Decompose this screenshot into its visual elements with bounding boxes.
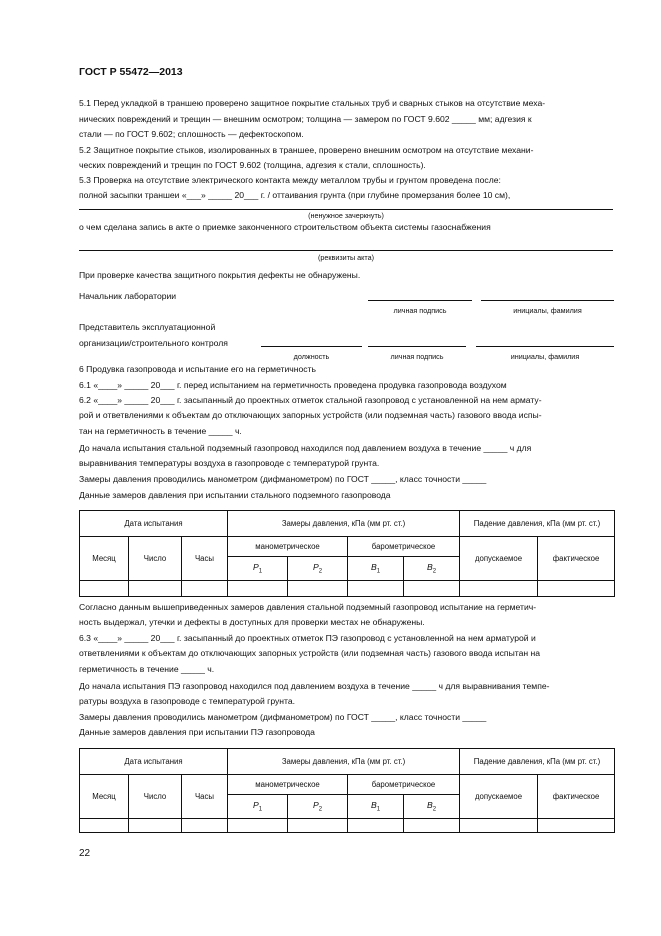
col-p2: $P_2$ [288, 795, 348, 819]
para-5-3-line2: полной засыпки траншеи «___» _____ 20___ г. / оттаивания грунта (при глубине промерзания более 10 см), [79, 190, 511, 200]
page-number: 22 [79, 848, 91, 859]
col-manometric: манометрическое [228, 537, 348, 557]
col-group-pressure-drop: Падение давления, кПа (мм рт. ст.) [460, 749, 615, 775]
pe-gauge-line: Замеры давления проводились манометром (дифманометром) по ГОСТ _____, класс точности _____ [79, 712, 487, 722]
para-5-1-line3: стали — по ГОСТ 9.602; сплошность — дефектоскопом. [79, 129, 304, 139]
no-defects-line: При проверке качества защитного покрытия дефекты не обнаружены. [79, 270, 361, 280]
col-b2: $B_2$ [404, 795, 460, 819]
col-p1: $P_1$ [228, 557, 288, 581]
col-actual: фактическое [538, 775, 615, 819]
col-group-date: Дата испытания [80, 511, 228, 537]
steel-gauge-line: Замеры давления проводились манометром (дифманометром) по ГОСТ _____, класс точности _____ [79, 474, 487, 484]
col-barometric: барометрическое [348, 537, 460, 557]
col-manometric: манометрическое [228, 775, 348, 795]
pe-pressure-table [79, 748, 615, 833]
col-month: Месяц [80, 537, 129, 581]
caption-strike: (ненужное зачеркнуть) [308, 211, 384, 220]
col-group-measurements: Замеры давления, кПа (мм рт. ст.) [228, 511, 460, 537]
col-p2: $P_2$ [288, 557, 348, 581]
pe-hold-line1: До начала испытания ПЭ газопровод находился под давлением воздуха в течение _____ ч для выравнивания темпе- [79, 681, 550, 691]
col-hours: Часы [182, 775, 228, 819]
col-b1: $B_1$ [348, 795, 404, 819]
initials-line-lab [481, 300, 614, 301]
caption-sign-lab: личная подпись [393, 306, 447, 315]
col-actual: фактическое [538, 537, 615, 581]
steel-result-line1: Согласно данным вышеприведенных замеров давления стальной подземный газопровод испытание на герметич- [79, 602, 537, 612]
rep-label-line2: организации/строительного контроля [79, 338, 228, 348]
caption-initials-lab: инициалы, фамилия [513, 306, 582, 315]
section-6-title: 6 Продувка газопровода и испытание его на герметичность [79, 364, 317, 374]
document-header: ГОСТ Р 55472—2013 [79, 66, 183, 78]
col-hours: Часы [182, 537, 228, 581]
col-day: Число [129, 775, 182, 819]
para-6-2-line3: тан на герметичность в течение _____ ч. [79, 426, 242, 436]
table-row [80, 819, 615, 833]
lab-head-label: Начальник лаборатории [79, 291, 177, 301]
steel-hold-line2: выравнивания температуры воздуха в газопроводе с температурой грунта. [79, 458, 380, 468]
steel-result-line2: ность выдержал, утечки и дефекты в доступных для проверки местах не обнаружены. [79, 617, 425, 627]
steel-hold-line1: До начала испытания стальной подземный газопровод находился под давлением воздуха в течение _____ ч для [79, 443, 532, 453]
col-p1: $P_1$ [228, 795, 288, 819]
rep-label-line1: Представитель эксплуатационной [79, 322, 216, 332]
pe-data-caption: Данные замеров давления при испытании ПЭ газопровода [79, 727, 315, 737]
para-5-1-line1: 5.1 Перед укладкой в траншею проверено защитное покрытие стальных труб и сварных стыков на отсутствие меха- [79, 98, 546, 108]
position-line-rep [261, 346, 362, 347]
table-row [80, 581, 615, 597]
col-barometric: барометрическое [348, 775, 460, 795]
para-5-3-line1: 5.3 Проверка на отсутствие электрического контакта между металлом трубы и грунтом проведена после: [79, 175, 501, 185]
para-6-1: 6.1 «____» _____ 20___ г. перед испытанием на герметичность проведена продувка газопровода воздухом [79, 380, 507, 390]
col-b1: $B_1$ [348, 557, 404, 581]
para-6-2-line2: рой и ответвлениями к объектам до отключающих запорных устройств (или подземная часть) газового ввода испы- [79, 410, 542, 420]
col-group-pressure-drop: Падение давления, кПа (мм рт. ст.) [460, 511, 615, 537]
sign-line-lab [368, 300, 472, 301]
para-6-2-line1: 6.2 «____» _____ 20___ г. засыпанный до проектных отметок стальной газопровод с установленной на нем армату- [79, 395, 542, 405]
caption-initials-rep: инициалы, фамилия [510, 352, 580, 361]
caption-position-rep: должность [293, 352, 330, 361]
col-b2: $B_2$ [404, 557, 460, 581]
col-day: Число [129, 537, 182, 581]
para-6-3-line2: ответвлениями к объектам до отключающих запорных устройств (или подземная часть) газового ввода испытан на [79, 648, 541, 658]
sign-line-rep [368, 346, 466, 347]
col-allowed: допускаемое [460, 775, 538, 819]
caption-act: (реквизиты акта) [318, 253, 374, 262]
fill-line-act [79, 250, 613, 251]
initials-line-rep [476, 346, 614, 347]
para-5-1-line2: нических повреждений и трещин — внешним осмотром; толщина — замером по ГОСТ 9.602 _____ мм; адгезия к [79, 114, 532, 124]
fill-line-strike [79, 209, 613, 210]
para-5-2-line1: 5.2 Защитное покрытие стыков, изолированных в траншее, проверено внешним осмотром на отсутствие механи- [79, 145, 534, 155]
record-line: о чем сделана запись в акте о приемке законченного строительством объекта системы газоснабжения [79, 222, 491, 232]
steel-data-caption: Данные замеров давления при испытании стального подземного газопровода [79, 490, 391, 500]
para-6-3-line3: герметичность в течение _____ ч. [79, 664, 215, 674]
para-6-3-line1: 6.3 «____» _____ 20___ г. засыпанный до проектных отметок ПЭ газопровод с установленной на нем арматурой и [79, 633, 536, 643]
col-group-date: Дата испытания [80, 749, 228, 775]
pe-hold-line2: ратуры воздуха в газопроводе с температурой грунта. [79, 696, 296, 706]
caption-sign-rep: личная подпись [390, 352, 444, 361]
para-5-2-line2: ческих повреждений и трещин по ГОСТ 9.602 (толщина, адгезия к стали, сплошность). [79, 160, 426, 170]
steel-pressure-table [79, 510, 615, 597]
col-month: Месяц [80, 775, 129, 819]
col-allowed: допускаемое [460, 537, 538, 581]
col-group-measurements: Замеры давления, кПа (мм рт. ст.) [228, 749, 460, 775]
